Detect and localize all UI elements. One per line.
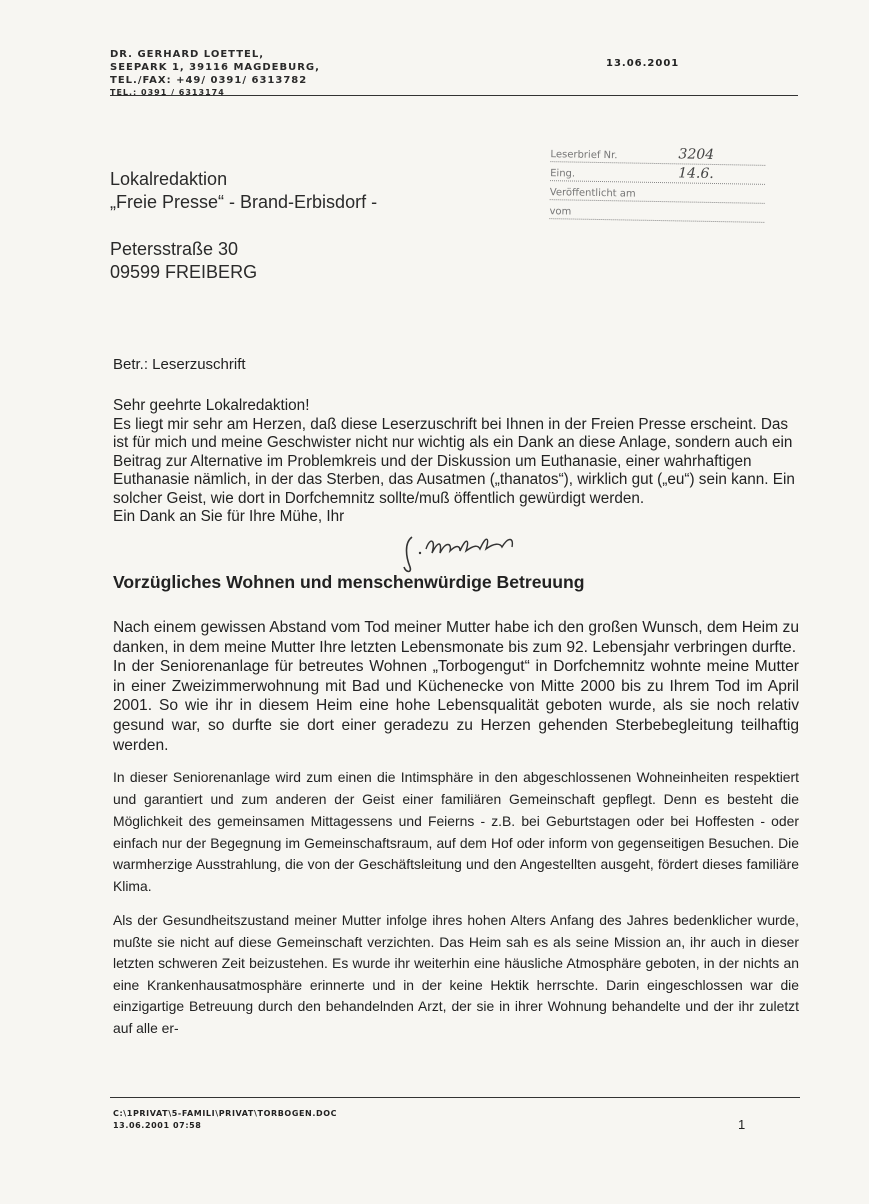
sender-tel: TEL.: 0391 / 6313174 <box>110 88 225 97</box>
stamp-label-published: Veröffentlicht am <box>549 187 636 200</box>
letterhead <box>110 48 800 98</box>
article-paragraph-3: Als der Gesundheitszustand meiner Mutter infolge ihres hohen Alters Anfang des Jahres bedenklicher wurde, mußte sie nicht auf diese Gemeinschaft verzichten. Das Heim sah es als seine Mission an, ihr auch in dieser letzten schweren Zeit beizustehen. Es wurde ihr weiterhin eine häusliche Atmosphäre geboten, in der nichts an eine Krankenhausatmosphäre erinnerte und in der keine Hektik herrschte. Darin eingeschlossen war die einzigartige Betreuung durch den behandelnden Arzt, der sie in ihrer Wohnung behandelte und der ihr zuletzt auf alle er- <box>113 911 799 1036</box>
file-path: C:\1PRIVAT\5-FAMILI\PRIVAT\TORBOGEN.DOC <box>113 1109 338 1118</box>
article-headline: Vorzügliches Wohnen und menschenwürdige Betreuung <box>113 572 585 592</box>
stamp-row-from <box>549 200 764 223</box>
recipient-city: 09599 FREIBERG <box>110 262 258 282</box>
header-divider <box>110 95 798 96</box>
file-timestamp: 13.06.2001 07:58 <box>113 1121 202 1130</box>
stamp-value-number: 3204 <box>678 146 715 163</box>
footer-block <box>113 1108 337 1132</box>
stamp-label-number: Leserbrief Nr. <box>550 149 618 162</box>
recipient-address <box>110 238 257 284</box>
intro-text <box>113 397 798 527</box>
received-stamp <box>549 143 765 223</box>
stamp-label-received: Eing. <box>550 168 576 180</box>
salutation: Sehr geehrte Lokalredaktion! <box>113 397 310 414</box>
subject-line: Betr.: Leserzuschrift <box>113 356 246 373</box>
recipient-street: Petersstraße 30 <box>110 239 239 259</box>
intro-body: Es liegt mir sehr am Herzen, daß diese Leserzuschrift bei Ihnen in der Freien Presse erscheint. Das ist für mich und meine Geschwister nicht nur wichtig als ein Dank an diese Anlage, sondern auch ein Beitrag zur Alternative im Problemkreis und der Diskussion um Euthanasie, einer wahrhaftigen Euthanasie nämlich, in der das Sterben, das Ausatmen („thanatos“), wirklich gut („eu“) sein kann. Ein solcher Geist, wie dort in Dorfchemnitz sollte/muß öffentlich gewürdigt werden. <box>113 415 795 507</box>
page-number: 1 <box>738 1117 746 1132</box>
article-paragraph-1a: Nach einem gewissen Abstand vom Tod meiner Mutter habe ich den großen Wunsch, dem Heim zu danken, in dem meine Mutter Ihre letzten Lebensmonate bis zum 92. Lebensjahr verbringen durfte. <box>113 619 799 656</box>
recipient-line-1: Lokalredaktion <box>110 169 228 189</box>
recipient-block <box>110 168 377 214</box>
footer-divider <box>110 1097 800 1098</box>
closing-line: Ein Dank an Sie für Ihre Mühe, Ihr <box>113 508 345 525</box>
sender-telfax: TEL./FAX: +49/ 0391/ 6313782 <box>110 75 308 86</box>
stamp-value-received: 14.6. <box>678 165 714 182</box>
article-paragraph-1b: In der Seniorenanlage für betreutes Wohnen „Torbogengut“ in Dorfchemnitz wohnte meine Mutter in einer Zweizimmerwohnung mit Bad und Küchenecke von Mitte 2000 bis zu Ihrem Tod im April 2001. So wie ihr in diesem Heim eine hohe Lebensqualität geboten wurde, als sie noch relativ gesund war, so durfte sie dort einer geradezu zu Herzen gehenden Sterbebegleitung teilhaftig werden. <box>113 658 799 754</box>
sender-street: SEEPARK 1, 39116 MAGDEBURG, <box>110 62 320 73</box>
handwritten-signature <box>400 527 550 575</box>
letter-date: 13.06.2001 <box>606 58 680 69</box>
recipient-line-2: „Freie Presse“ - Brand-Erbisdorf - <box>110 192 378 212</box>
stamp-label-from: vom <box>549 206 572 218</box>
article-body <box>113 618 799 1040</box>
article-paragraph-2: In dieser Seniorenanlage wird zum einen die Intimsphäre in den abgeschlossenen Wohneinheiten respektiert und garantiert und zum anderen der Geist einer familiären Gemeinschaft gepflegt. Denn es besteht die Möglichkeit des gemeinsamen Mittagessens und Feierns - z.B. bei Geburtstagen oder bei Hoffesten - oder einfach nur der Begegnung im Gemeinschaftsraum, auf dem Hof oder inform von gegenseitigen Besuchen. Die warmherzige Ausstrahlung, die von der Geschäftsleitung und den Angestellten ausgeht, fördert dieses familiäre Klima. <box>113 769 799 895</box>
sender-name: DR. GERHARD LOETTEL, <box>110 49 265 60</box>
